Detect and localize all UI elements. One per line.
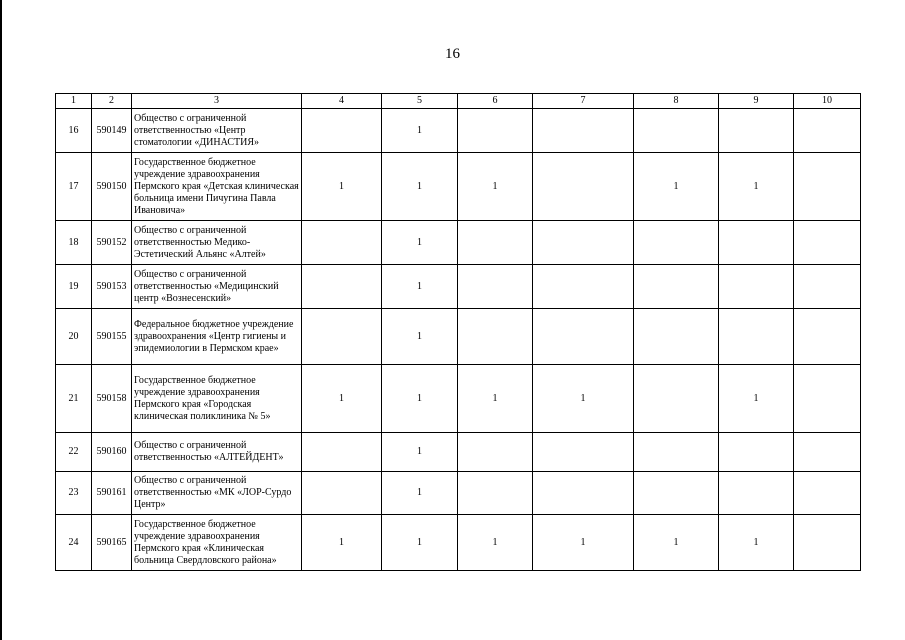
row-code: 590150	[92, 153, 132, 221]
row-code: 590155	[92, 309, 132, 365]
row-code: 590153	[92, 265, 132, 309]
cell-c9	[719, 221, 794, 265]
cell-c5: 1	[382, 309, 458, 365]
col-header: 3	[132, 94, 302, 109]
cell-c4	[302, 221, 382, 265]
row-name: Общество с ограниченной ответственностью «Центр стоматологии «ДИНАСТИЯ»	[132, 109, 302, 153]
cell-c9: 1	[719, 515, 794, 571]
row-number: 16	[56, 109, 92, 153]
cell-c6	[458, 265, 533, 309]
cell-c7	[533, 109, 634, 153]
cell-c8	[634, 472, 719, 515]
cell-c6	[458, 309, 533, 365]
page-left-edge	[0, 0, 2, 640]
row-name: Общество с ограниченной ответственностью «АЛТЕЙДЕНТ»	[132, 433, 302, 472]
cell-c10	[794, 265, 861, 309]
cell-c4	[302, 472, 382, 515]
row-name: Государственное бюджетное учреждение здравоохранения Пермского края «Городская клиническая поликлиника № 5»	[132, 365, 302, 433]
cell-c5: 1	[382, 153, 458, 221]
cell-c6: 1	[458, 365, 533, 433]
col-header: 7	[533, 94, 634, 109]
cell-c4	[302, 309, 382, 365]
table-row	[56, 221, 861, 265]
col-header: 4	[302, 94, 382, 109]
cell-c6	[458, 221, 533, 265]
cell-c5: 1	[382, 221, 458, 265]
row-number: 20	[56, 309, 92, 365]
row-name: Федеральное бюджетное учреждение здравоохранения «Центр гигиены и эпидемиологии в Пермском крае»	[132, 309, 302, 365]
cell-c4	[302, 265, 382, 309]
cell-c7	[533, 472, 634, 515]
table-row	[56, 515, 861, 571]
cell-c4: 1	[302, 153, 382, 221]
cell-c8	[634, 433, 719, 472]
row-number: 19	[56, 265, 92, 309]
row-code: 590161	[92, 472, 132, 515]
cell-c9	[719, 472, 794, 515]
col-header: 1	[56, 94, 92, 109]
table-row	[56, 153, 861, 221]
table-row	[56, 472, 861, 515]
cell-c10	[794, 221, 861, 265]
row-code: 590152	[92, 221, 132, 265]
cell-c6: 1	[458, 515, 533, 571]
col-header: 6	[458, 94, 533, 109]
cell-c7	[533, 433, 634, 472]
cell-c4	[302, 433, 382, 472]
col-header: 8	[634, 94, 719, 109]
cell-c9: 1	[719, 153, 794, 221]
cell-c8	[634, 109, 719, 153]
row-name: Государственное бюджетное учреждение здравоохранения Пермского края «Клиническая больница Свердловского района»	[132, 515, 302, 571]
row-name: Общество с ограниченной ответственностью «МК «ЛОР-Сурдо Центр»	[132, 472, 302, 515]
cell-c8	[634, 309, 719, 365]
row-number: 23	[56, 472, 92, 515]
cell-c6	[458, 472, 533, 515]
cell-c7	[533, 309, 634, 365]
cell-c8	[634, 365, 719, 433]
cell-c9	[719, 433, 794, 472]
cell-c9	[719, 309, 794, 365]
row-number: 22	[56, 433, 92, 472]
cell-c5: 1	[382, 515, 458, 571]
cell-c4: 1	[302, 515, 382, 571]
cell-c6	[458, 109, 533, 153]
col-header: 2	[92, 94, 132, 109]
cell-c7: 1	[533, 515, 634, 571]
cell-c5: 1	[382, 109, 458, 153]
row-code: 590165	[92, 515, 132, 571]
cell-c7	[533, 265, 634, 309]
col-header: 5	[382, 94, 458, 109]
col-header: 9	[719, 94, 794, 109]
row-name: Общество с ограниченной ответственностью Медико-Эстетический Альянс «Алтей»	[132, 221, 302, 265]
row-number: 17	[56, 153, 92, 221]
cell-c5: 1	[382, 433, 458, 472]
cell-c9	[719, 109, 794, 153]
cell-c7: 1	[533, 365, 634, 433]
col-header: 10	[794, 94, 861, 109]
row-number: 18	[56, 221, 92, 265]
row-number: 21	[56, 365, 92, 433]
cell-c4: 1	[302, 365, 382, 433]
cell-c10	[794, 309, 861, 365]
table-row	[56, 109, 861, 153]
cell-c5: 1	[382, 365, 458, 433]
cell-c4	[302, 109, 382, 153]
cell-c10	[794, 153, 861, 221]
cell-c6	[458, 433, 533, 472]
cell-c10	[794, 109, 861, 153]
cell-c7	[533, 221, 634, 265]
cell-c9: 1	[719, 365, 794, 433]
table-row	[56, 309, 861, 365]
cell-c7	[533, 153, 634, 221]
table-row	[56, 265, 861, 309]
row-name: Общество с ограниченной ответственностью «Медицинский центр «Вознесенский»	[132, 265, 302, 309]
page-number: 16	[445, 46, 460, 62]
cell-c5: 1	[382, 472, 458, 515]
row-code: 590160	[92, 433, 132, 472]
registry-table	[55, 93, 861, 571]
table-row	[56, 365, 861, 433]
cell-c10	[794, 365, 861, 433]
cell-c6: 1	[458, 153, 533, 221]
row-code: 590158	[92, 365, 132, 433]
cell-c9	[719, 265, 794, 309]
cell-c8	[634, 221, 719, 265]
cell-c8: 1	[634, 515, 719, 571]
table-row	[56, 433, 861, 472]
cell-c10	[794, 433, 861, 472]
cell-c8	[634, 265, 719, 309]
row-number: 24	[56, 515, 92, 571]
cell-c5: 1	[382, 265, 458, 309]
cell-c10	[794, 515, 861, 571]
cell-c10	[794, 472, 861, 515]
row-name: Государственное бюджетное учреждение здравоохранения Пермского края «Детская клиническая больница имени Пичугина Павла Ивановича»	[132, 153, 302, 221]
header-row	[56, 94, 861, 109]
row-code: 590149	[92, 109, 132, 153]
cell-c8: 1	[634, 153, 719, 221]
